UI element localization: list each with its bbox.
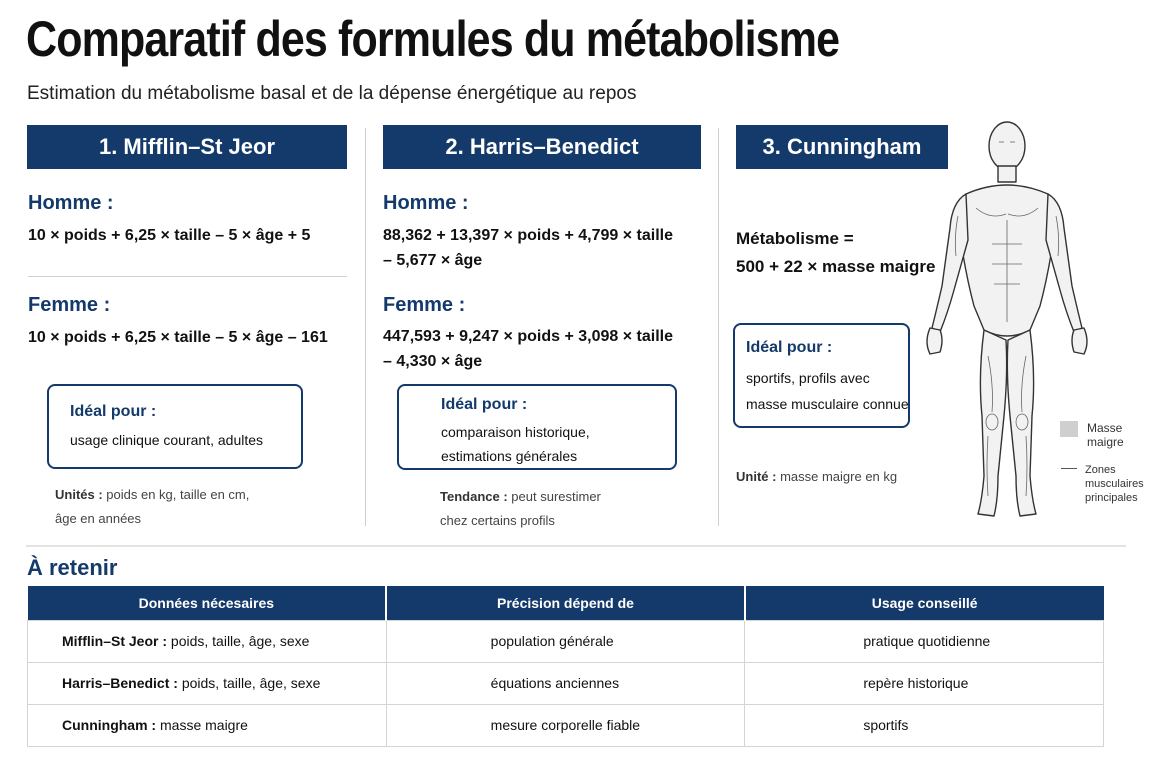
figure-left-arm [932, 194, 968, 332]
ideal-box [733, 323, 910, 428]
column-heading-harris: 2. Harris–Benedict [383, 125, 701, 169]
table-row [28, 704, 1104, 746]
table-cell: sportifs [745, 704, 1104, 746]
table-cell: pratique quotidienne [745, 620, 1104, 662]
tendance-note [440, 485, 601, 533]
figure-right-leg [1007, 330, 1036, 516]
homme-label: Homme : [28, 192, 114, 214]
row-data: poids, taille, âge, sexe [170, 633, 310, 649]
figure-right-hand [1072, 328, 1087, 354]
table-header: Données nécesaires [28, 586, 387, 620]
femme-formula-line: – 4,330 × âge [383, 353, 483, 370]
ideal-label: Idéal pour : [70, 403, 157, 420]
ideal-text [746, 365, 909, 417]
table-cell: mesure corporelle fiable [386, 704, 745, 746]
ideal-text-line: sportifs, profils avec [746, 370, 870, 386]
femme-label: Femme : [383, 294, 466, 316]
legend-swatch-masse-maigre [1060, 421, 1078, 437]
homme-formula: 10 × poids + 6,25 × taille – 5 × âge + 5 [28, 227, 311, 244]
row-name: Cunningham : [62, 717, 157, 733]
ideal-text: usage clinique courant, adultes [70, 432, 264, 448]
figure-left-leg [978, 330, 1007, 516]
homme-formula-line: 88,362 + 13,397 × poids + 4,799 × taille [383, 227, 673, 244]
note-text: peut surestimer [511, 489, 601, 504]
legend-text: principales [1085, 492, 1138, 504]
figure-head [989, 122, 1025, 170]
formula-text: 500 + 22 × masse maigre [736, 257, 936, 276]
row-data: masse maigre [160, 717, 248, 733]
row-name: Harris–Benedict : [62, 675, 178, 691]
summary-table [27, 586, 1104, 747]
table-header-row [28, 586, 1104, 620]
units-note [55, 483, 249, 531]
formula-divider [28, 276, 347, 277]
table-row [28, 662, 1104, 704]
table-header: Usage conseillé [745, 586, 1104, 620]
ideal-box [47, 384, 303, 469]
ideal-label: Idéal pour : [441, 396, 528, 413]
legend-text: Zones [1085, 464, 1116, 476]
femme-formula: 10 × poids + 6,25 × taille – 5 × âge – 161 [28, 329, 328, 346]
ideal-text-line: estimations générales [441, 448, 578, 464]
row-data: poids, taille, âge, sexe [181, 675, 321, 691]
summary-title: À retenir [27, 555, 118, 580]
note-text: poids en kg, taille en cm, [106, 487, 250, 502]
table-cell [28, 662, 387, 704]
legend-text: Masse [1087, 421, 1123, 435]
table-row [28, 620, 1104, 662]
table-cell: population générale [386, 620, 745, 662]
formula-label: Métabolisme = [736, 229, 854, 248]
homme-label: Homme : [383, 192, 469, 214]
row-name: Mifflin–St Jeor : [62, 633, 168, 649]
column-heading-mifflin: 1. Mifflin–St Jeor [27, 125, 347, 169]
cunningham-formula [736, 225, 935, 281]
page-subtitle: Estimation du métabolisme basal et de la dépense énergétique au repos [27, 83, 637, 104]
figure-neck [998, 166, 1016, 182]
table-header: Précision dépend de [386, 586, 745, 620]
ideal-text-line: masse musculaire connue [746, 396, 909, 412]
note-text: âge en années [55, 511, 142, 526]
legend-label-masse-maigre [1087, 421, 1124, 449]
table-cell [28, 704, 387, 746]
note-label: Unités : [55, 487, 103, 502]
note-text: chez certains profils [440, 513, 555, 528]
homme-formula [383, 223, 673, 273]
figure-right-arm [1046, 194, 1082, 332]
column-divider [718, 128, 719, 526]
table-cell [28, 620, 387, 662]
legend-line-zones [1061, 468, 1077, 469]
note-text: masse maigre en kg [780, 469, 898, 484]
ideal-label: Idéal pour : [746, 339, 833, 356]
legend-text: musculaires [1085, 478, 1144, 490]
homme-formula-line: – 5,677 × âge [383, 252, 483, 269]
section-separator [26, 545, 1126, 547]
legend-label-zones [1085, 463, 1144, 505]
ideal-box [397, 384, 677, 470]
ideal-text [441, 420, 590, 468]
legend-text: maigre [1087, 435, 1124, 449]
femme-label: Femme : [28, 294, 111, 316]
column-divider [365, 128, 366, 526]
column-heading-cunningham: 3. Cunningham [736, 125, 948, 169]
human-anatomy-figure [918, 116, 1096, 524]
note-label: Tendance : [440, 489, 508, 504]
note-label: Unité : [736, 469, 777, 484]
femme-formula [383, 324, 673, 374]
table-cell: repère historique [745, 662, 1104, 704]
femme-formula-line: 447,593 + 9,247 × poids + 3,098 × taille [383, 328, 673, 345]
unit-note [736, 465, 897, 489]
page-title: Comparatif des formules du métabolisme [26, 11, 840, 67]
figure-left-hand [927, 328, 942, 354]
ideal-text-line: comparaison historique, [441, 424, 590, 440]
table-cell: équations anciennes [386, 662, 745, 704]
